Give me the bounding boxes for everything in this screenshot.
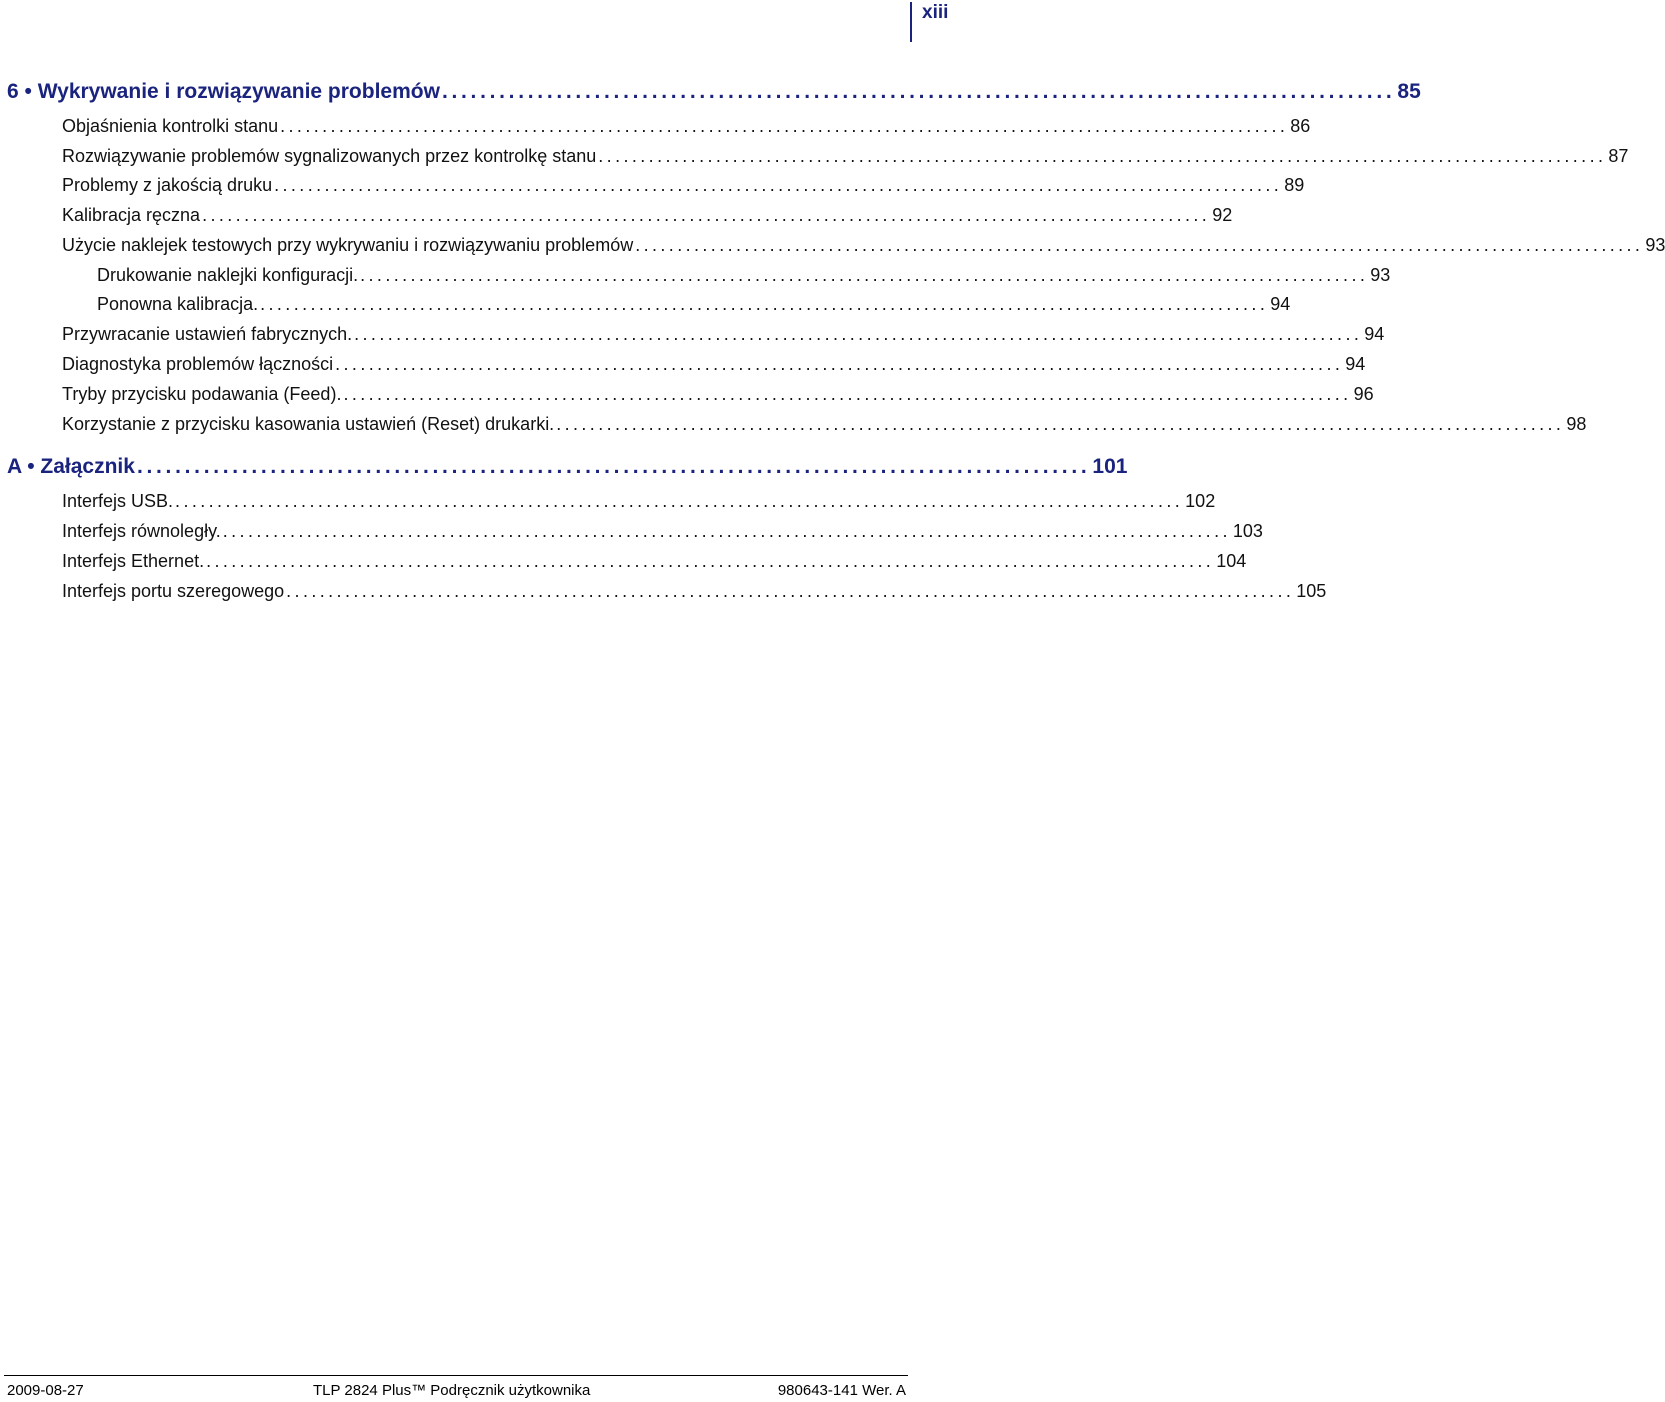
toc-subentry[interactable] — [97, 294, 1291, 320]
toc-entry-title: Przywracanie ustawień fabrycznych. — [62, 324, 353, 344]
toc-entry-title: Interfejs USB. — [62, 491, 174, 511]
footer-title: TLP 2824 Plus™ Podręcznik użytkownika — [313, 1382, 591, 1399]
toc-entry-page: 103 — [1232, 521, 1263, 541]
toc-chapter-title: 6 • Wykrywanie i rozwiązywanie problemów — [7, 80, 440, 103]
toc-leader-dots: ........................................................................................................................ — [286, 581, 1295, 601]
toc-entry-page: 93 — [1645, 235, 1665, 255]
toc-leader-dots: .................................................................................................... — [136, 455, 1091, 478]
toc-entry-page: 87 — [1608, 146, 1629, 166]
toc-leader-dots: ........................................................................................................................ — [635, 235, 1644, 255]
toc-chapter-a[interactable] — [7, 455, 1128, 485]
toc-entry-page: 94 — [1364, 324, 1385, 344]
toc-entry[interactable] — [62, 324, 1385, 350]
toc-leader-dots: ........................................................................................................................ — [222, 521, 1231, 541]
toc-entry[interactable] — [62, 521, 1263, 547]
toc-entry[interactable] — [62, 146, 1629, 172]
toc-leader-dots: ........................................................................................................................ — [360, 265, 1369, 285]
toc-entry-page: 102 — [1185, 491, 1216, 511]
toc-entry[interactable] — [62, 116, 1311, 142]
toc-entry-title: Interfejs równoległy. — [62, 521, 221, 541]
toc-entry[interactable] — [62, 551, 1247, 577]
toc-entry-page: 105 — [1296, 581, 1327, 601]
toc-entry-title: Kalibracja ręczna — [62, 205, 201, 225]
toc-entry-title: Tryby przycisku podawania (Feed). — [62, 384, 342, 404]
footer-date: 2009-08-27 — [7, 1382, 84, 1399]
toc-leader-dots: ........................................................................................................................ — [343, 384, 1352, 404]
toc-entry-title: Objaśnienia kontrolki stanu — [62, 116, 279, 136]
toc-entry-page: 96 — [1353, 384, 1374, 404]
toc-entry-title: Drukowanie naklejki konfiguracji. — [97, 265, 359, 285]
toc-leader-dots: .................................................................................................... — [441, 80, 1396, 103]
toc-entry-page: 94 — [1345, 354, 1366, 374]
toc-entry-title: Ponowna kalibracja. — [97, 294, 259, 314]
toc-leader-dots: ........................................................................................................................ — [202, 205, 1211, 225]
toc-leader-dots: ........................................................................................................................ — [206, 551, 1215, 571]
toc-chapter-title: A • Załącznik — [7, 455, 135, 478]
toc-entry[interactable] — [62, 235, 1665, 261]
toc-chapter-page: 101 — [1092, 455, 1128, 478]
toc-entry-page: 86 — [1290, 116, 1311, 136]
toc-leader-dots: ........................................................................................................................ — [335, 354, 1344, 374]
toc-leader-dots: ........................................................................................................................ — [280, 116, 1289, 136]
toc-chapter-page: 85 — [1397, 80, 1421, 103]
toc-entry[interactable] — [62, 175, 1305, 201]
page-number-rule — [910, 2, 912, 42]
toc-leader-dots: ........................................................................................................................ — [274, 175, 1283, 195]
toc-entry-title: Problemy z jakością druku — [62, 175, 273, 195]
toc-entry[interactable] — [62, 205, 1233, 231]
toc-entry-page: 98 — [1566, 414, 1587, 434]
toc-entry-title: Korzystanie z przycisku kasowania ustawień (Reset) drukarki. — [62, 414, 555, 434]
toc-entry-title: Użycie naklejek testowych przy wykrywaniu i rozwiązywaniu problemów — [62, 235, 634, 255]
toc-leader-dots: ........................................................................................................................ — [556, 414, 1565, 434]
toc-entry[interactable] — [62, 354, 1366, 380]
toc-entry-page: 89 — [1284, 175, 1305, 195]
toc-entry-title: Diagnostyka problemów łączności — [62, 354, 334, 374]
toc-leader-dots: ........................................................................................................................ — [354, 324, 1363, 344]
toc-entry-page: 94 — [1270, 294, 1291, 314]
toc-chapter-6[interactable] — [7, 80, 1421, 110]
toc-entry[interactable] — [62, 384, 1374, 410]
page-number: xiii — [922, 2, 949, 23]
toc-leader-dots: ........................................................................................................................ — [175, 491, 1184, 511]
footer-doc-id: 980643-141 Wer. A — [777, 1382, 906, 1399]
toc-entry-title: Rozwiązywanie problemów sygnalizowanych przez kontrolkę stanu — [62, 146, 597, 166]
toc-entry[interactable] — [62, 414, 1587, 440]
toc-leader-dots: ........................................................................................................................ — [598, 146, 1607, 166]
toc-subentry[interactable] — [97, 265, 1391, 291]
toc-entry-title: Interfejs Ethernet. — [62, 551, 205, 571]
toc-entry-page: 104 — [1216, 551, 1247, 571]
footer-rule — [4, 1375, 908, 1376]
toc-leader-dots: ........................................................................................................................ — [260, 294, 1269, 314]
toc-entry-title: Interfejs portu szeregowego — [62, 581, 285, 601]
toc-entry-page: 92 — [1212, 205, 1233, 225]
toc-entry[interactable] — [62, 491, 1216, 517]
toc-entry[interactable] — [62, 581, 1327, 607]
toc-entry-page: 93 — [1370, 265, 1391, 285]
